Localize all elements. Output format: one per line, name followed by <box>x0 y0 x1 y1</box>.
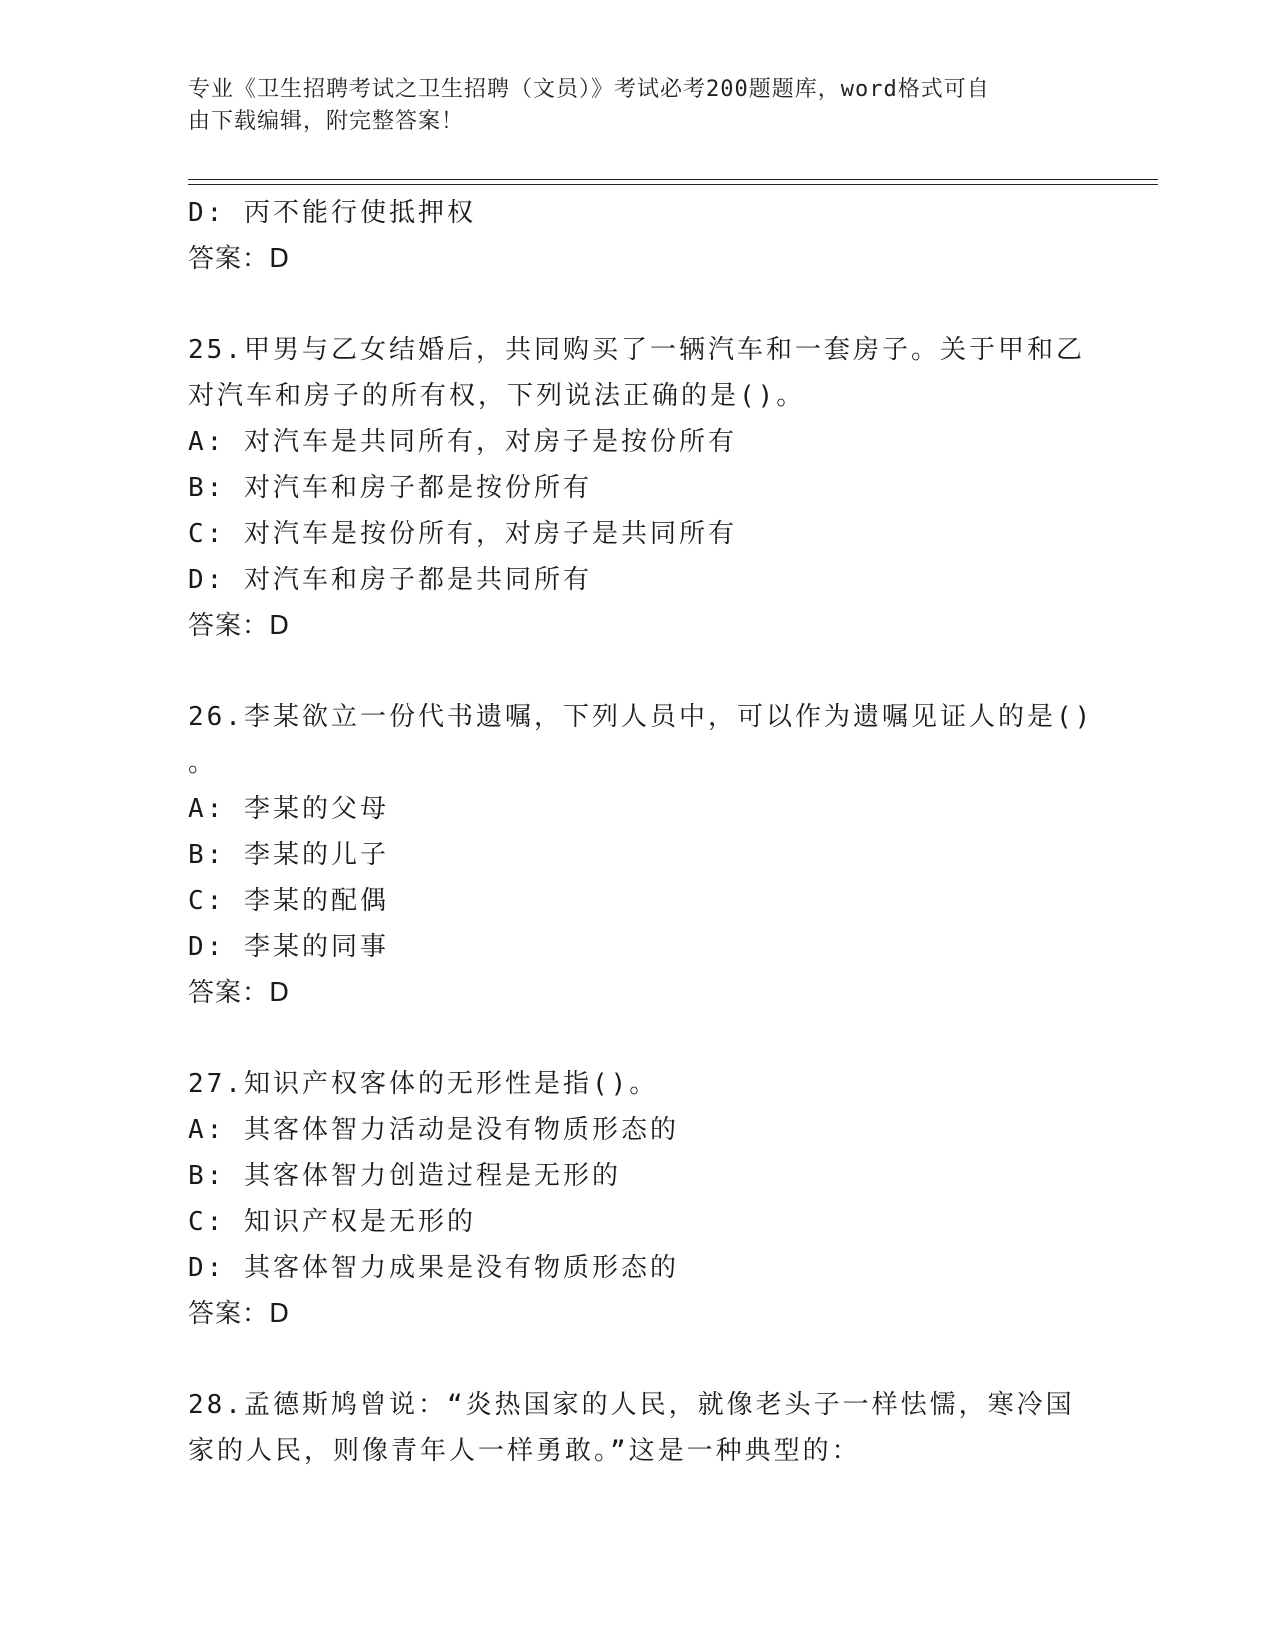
option-a: A: 对汽车是共同所有，对房子是按份所有 <box>188 427 737 457</box>
question-28 <box>188 1382 1088 1474</box>
question-stem-line-1: 27.知识产权客体的无形性是指()。 <box>188 1069 659 1099</box>
option-d: D: 李某的同事 <box>188 932 389 962</box>
option-c: C: 对汽车是按份所有，对房子是共同所有 <box>188 519 737 549</box>
header-rule-top <box>188 179 1158 180</box>
document-header <box>188 74 1068 138</box>
answer-line: 答案：D <box>188 244 291 274</box>
header-line-1: 专业《卫生招聘考试之卫生招聘（文员）》考试必考200题题库，word格式可自 <box>188 77 990 102</box>
option-d: D: 丙不能行使抵押权 <box>188 198 476 228</box>
question-stem-line-2: 对汽车和房子的所有权，下列说法正确的是()。 <box>188 381 806 411</box>
question-25 <box>188 327 1088 649</box>
option-b: B: 对汽车和房子都是按份所有 <box>188 473 592 503</box>
question-27 <box>188 1061 1088 1337</box>
header-rule-bottom <box>188 184 1158 185</box>
option-b: B: 李某的儿子 <box>188 840 389 870</box>
question-list <box>188 190 1094 1474</box>
option-d: D: 其客体智力成果是没有物质形态的 <box>188 1253 679 1283</box>
question-stem-line-2: 。 <box>188 748 218 778</box>
option-a: A: 李某的父母 <box>188 794 389 824</box>
option-c: C: 李某的配偶 <box>188 886 389 916</box>
answer-line: 答案：D <box>188 611 291 641</box>
question-26 <box>188 694 1094 1016</box>
question-stem-line-1: 28.孟德斯鸠曾说：“炎热国家的人民，就像老头子一样怯懦，寒冷国 <box>188 1390 1075 1420</box>
question-stem-line-1: 25.甲男与乙女结婚后，共同购买了一辆汽车和一套房子。关于甲和乙 <box>188 335 1085 365</box>
option-b: B: 其客体智力创造过程是无形的 <box>188 1161 621 1191</box>
answer-line: 答案：D <box>188 978 291 1008</box>
question-24-tail <box>188 190 1088 282</box>
option-a: A: 其客体智力活动是没有物质形态的 <box>188 1115 679 1145</box>
question-stem-line-2: 家的人民，则像青年人一样勇敢。”这是一种典型的： <box>188 1436 861 1466</box>
header-line-2: 由下载编辑，附完整答案！ <box>188 109 465 134</box>
option-c: C: 知识产权是无形的 <box>188 1207 476 1237</box>
option-d: D: 对汽车和房子都是共同所有 <box>188 565 592 595</box>
answer-line: 答案：D <box>188 1299 291 1329</box>
question-stem-line-1: 26.李某欲立一份代书遗嘱，下列人员中，可以作为遗嘱见证人的是() <box>188 702 1094 732</box>
